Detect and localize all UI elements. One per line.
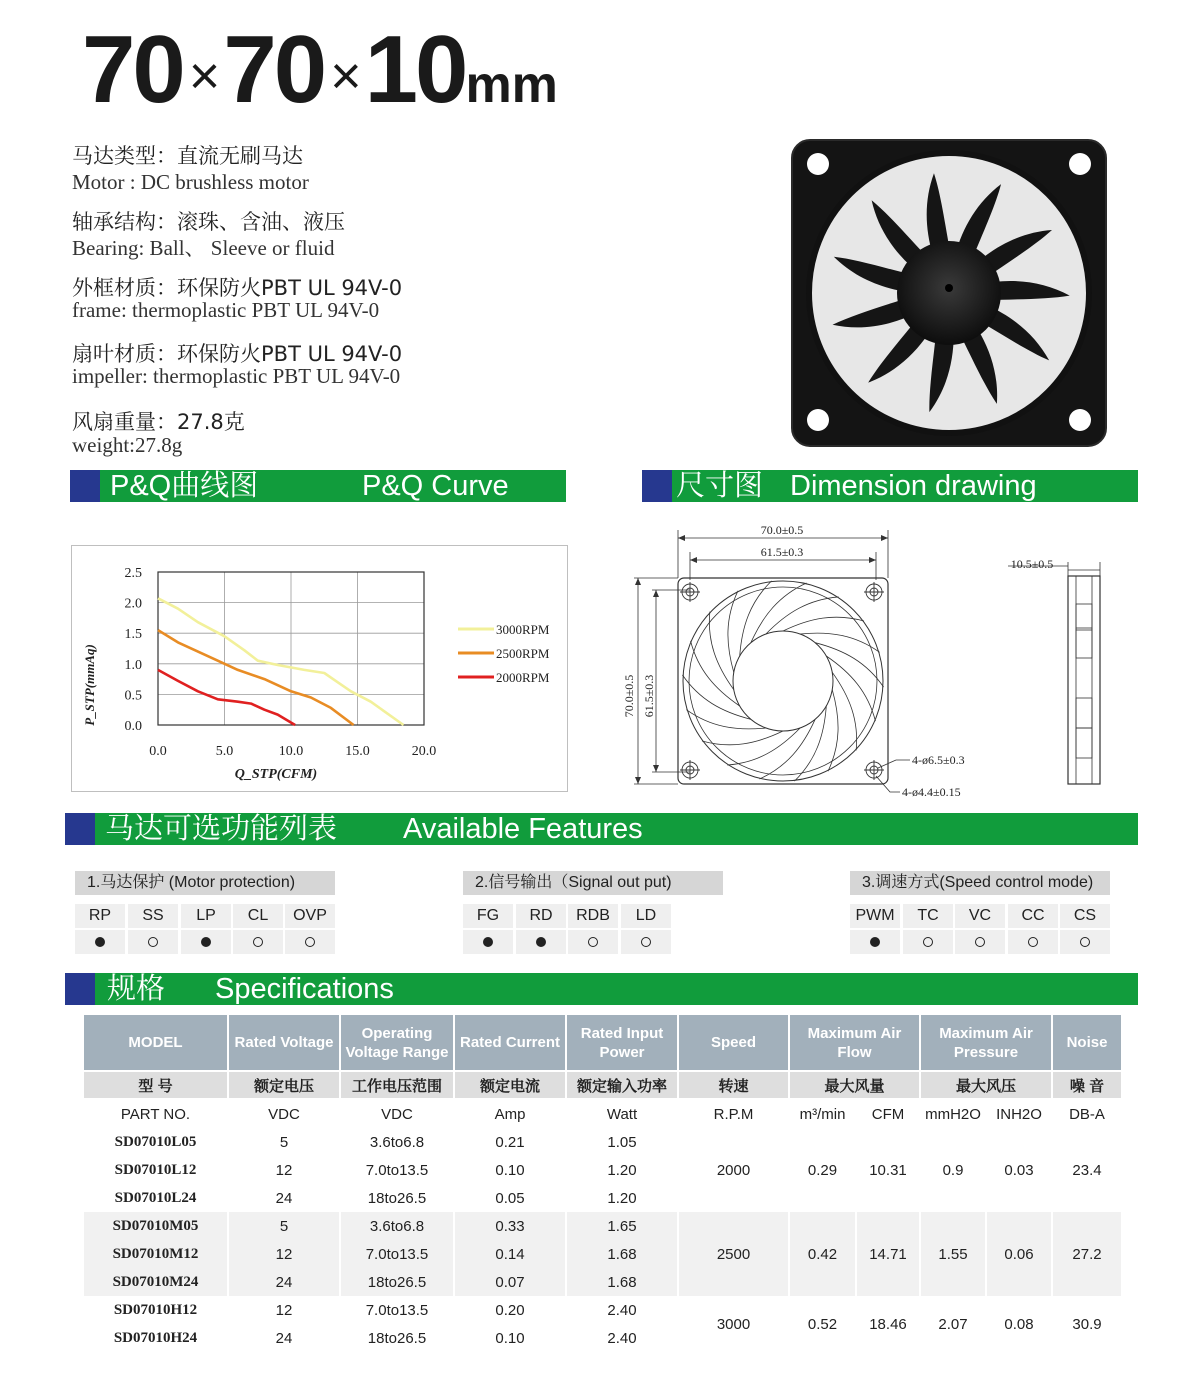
indicator-dot-icon <box>870 937 880 947</box>
noise-value: 30.9 <box>1052 1296 1122 1352</box>
feature-code: RP <box>75 904 125 928</box>
header-cell: 额定输入功率 <box>566 1071 678 1099</box>
x-tick-label: 5.0 <box>215 744 234 759</box>
section-title-cn: 规格 <box>107 973 166 1005</box>
pressure-mmh2o: 2.07 <box>920 1296 986 1352</box>
feature-indicator <box>1060 930 1110 954</box>
feature-code: SS <box>128 904 178 928</box>
header-cell: Rated Voltage <box>228 1015 340 1071</box>
voltage-range: 18to26.5 <box>340 1184 454 1212</box>
indicator-dot-icon <box>641 937 651 947</box>
section-pq-curve <box>70 470 566 502</box>
voltage-range: 7.0to13.5 <box>340 1156 454 1184</box>
feature-group-title: 2.信号输出（Signal out put) <box>463 871 723 895</box>
indicator-dot-icon <box>483 937 493 947</box>
voltage-range: 7.0to13.5 <box>340 1296 454 1324</box>
rated-current: 0.10 <box>454 1324 566 1352</box>
indicator-dot-icon <box>536 937 546 947</box>
chart-x-ticks <box>149 744 436 759</box>
section-title-en: Dimension drawing <box>790 470 1037 502</box>
feature-indicator <box>516 930 566 954</box>
header-cell: Rated Input Power <box>566 1015 678 1071</box>
feature-code: OVP <box>285 904 335 928</box>
chart-grid <box>158 572 424 725</box>
y-tick-label: 0.0 <box>124 719 142 734</box>
section-marker <box>642 470 672 502</box>
dim-a: 70 <box>82 16 183 123</box>
feature-code: FG <box>463 904 513 928</box>
voltage-range: 3.6to6.8 <box>340 1212 454 1240</box>
rated-current: 0.21 <box>454 1128 566 1156</box>
feature-indicator <box>181 930 231 954</box>
chart-y-ticks <box>125 566 143 734</box>
voltage-range: 3.6to6.8 <box>340 1128 454 1156</box>
part-number: SD07010L12 <box>84 1156 228 1184</box>
table-header-units <box>84 1099 1122 1128</box>
unit-cell: INH2O <box>986 1099 1052 1128</box>
header-cell: 最大风量 <box>789 1071 920 1099</box>
spec-frame-cn: 外框材质：环保防火PBT UL 94V-0 <box>72 276 403 300</box>
x-tick-label: 15.0 <box>345 744 370 759</box>
dim-outer-width: 70.0±0.5 <box>760 523 804 537</box>
pressure-inh2o: 0.03 <box>986 1128 1052 1212</box>
y-tick-label: 0.5 <box>124 688 142 704</box>
section-specifications <box>65 973 1138 1005</box>
header-cell: 额定电压 <box>228 1071 340 1099</box>
section-title-cn: 尺寸图 <box>676 470 764 502</box>
noise-value: 27.2 <box>1052 1212 1122 1296</box>
unit-cell: m³/min <box>789 1099 856 1128</box>
unit-cell: VDC <box>340 1099 454 1128</box>
indicator-dot-icon <box>975 937 985 947</box>
feature-code: CL <box>233 904 283 928</box>
dim-c: 10 <box>364 16 466 123</box>
dim-unit: mm <box>465 56 558 114</box>
chart-x-label: Q_STP(CFM) <box>234 767 318 782</box>
pq-chart <box>71 545 568 792</box>
feature-group-title: 3.调速方式(Speed control mode) <box>850 871 1110 895</box>
x-tick-label: 10.0 <box>278 744 304 759</box>
rated-power: 1.68 <box>566 1240 678 1268</box>
rated-current: 0.10 <box>454 1156 566 1184</box>
rated-current: 0.05 <box>454 1184 566 1212</box>
fan-photo-image <box>790 138 1108 448</box>
part-number: SD07010L24 <box>84 1184 228 1212</box>
section-marker <box>65 813 95 845</box>
rated-power: 1.05 <box>566 1128 678 1156</box>
rated-current: 0.20 <box>454 1296 566 1324</box>
speed-value: 3000 <box>678 1296 789 1352</box>
feature-indicator <box>1008 930 1058 954</box>
rated-current: 0.14 <box>454 1240 566 1268</box>
part-number: SD07010M05 <box>84 1212 228 1240</box>
indicator-dot-icon <box>588 937 598 947</box>
airflow-m3: 0.52 <box>789 1296 856 1352</box>
spec-bearing-cn: 轴承结构：滚珠、含油、液压 <box>72 210 345 234</box>
header-cell: 最大风压 <box>920 1071 1052 1099</box>
rated-voltage: 24 <box>228 1268 340 1296</box>
rated-current: 0.07 <box>454 1268 566 1296</box>
rated-current: 0.33 <box>454 1212 566 1240</box>
part-number: SD07010H24 <box>84 1324 228 1352</box>
indicator-dot-icon <box>1080 937 1090 947</box>
legend-label: 2500RPM <box>496 646 550 661</box>
section-title-en: P&Q Curve <box>362 470 509 502</box>
header-cell: Rated Current <box>454 1015 566 1071</box>
feature-indicator <box>621 930 671 954</box>
indicator-dot-icon <box>1028 937 1038 947</box>
feature-indicator <box>903 930 953 954</box>
spec-frame-en: frame: thermoplastic PBT UL 94V-0 <box>72 298 380 322</box>
dim-thickness: 10.5±0.5 <box>1010 557 1054 571</box>
pressure-mmh2o: 1.55 <box>920 1212 986 1296</box>
section-dimension-drawing <box>642 470 1138 502</box>
indicator-dot-icon <box>95 937 105 947</box>
feature-indicator <box>463 930 513 954</box>
feature-group-title: 1.马达保护 (Motor protection) <box>75 871 335 895</box>
rated-power: 1.68 <box>566 1268 678 1296</box>
dim-b: 70 <box>223 16 325 123</box>
feature-code: TC <box>903 904 953 928</box>
unit-cell: Amp <box>454 1099 566 1128</box>
pressure-mmh2o: 0.9 <box>920 1128 986 1212</box>
rated-voltage: 12 <box>228 1296 340 1324</box>
series-line <box>158 598 404 725</box>
feature-code: CC <box>1008 904 1058 928</box>
header-cell: Speed <box>678 1015 789 1071</box>
dim-inner-height: 61.5±0.3 <box>642 674 656 718</box>
chart-series <box>158 598 404 725</box>
spec-impeller-en: impeller: thermoplastic PBT UL 94V-0 <box>72 364 401 388</box>
y-tick-label: 2.0 <box>124 596 142 612</box>
feature-code: VC <box>955 904 1005 928</box>
legend-label: 2000RPM <box>496 670 550 685</box>
section-marker <box>70 470 100 502</box>
spec-motor-cn: 马达类型：直流无刷马达 <box>72 144 303 168</box>
rated-power: 1.20 <box>566 1156 678 1184</box>
unit-cell: mmH2O <box>920 1099 986 1128</box>
section-title-en: Available Features <box>403 813 643 845</box>
feature-indicator <box>285 930 335 954</box>
spec-bearing-en: Bearing: Ball、 Sleeve or fluid <box>72 236 335 260</box>
voltage-range: 18to26.5 <box>340 1268 454 1296</box>
rated-power: 1.65 <box>566 1212 678 1240</box>
dim-inner-width: 61.5±0.3 <box>760 545 804 559</box>
rated-voltage: 5 <box>228 1128 340 1156</box>
rated-power: 1.20 <box>566 1184 678 1212</box>
x-tick-label: 0.0 <box>149 744 167 759</box>
rated-voltage: 24 <box>228 1184 340 1212</box>
feature-indicator <box>955 930 1005 954</box>
header-cell: Maximum Air Flow <box>789 1015 920 1071</box>
unit-cell: PART NO. <box>84 1099 228 1128</box>
y-tick-label: 2.5 <box>124 566 142 581</box>
table-row <box>84 1296 1122 1324</box>
header-cell: 转速 <box>678 1071 789 1099</box>
header-cell: 额定电流 <box>454 1071 566 1099</box>
rated-voltage: 5 <box>228 1212 340 1240</box>
feature-code: RDB <box>568 904 618 928</box>
airflow-cfm: 18.46 <box>856 1296 920 1352</box>
feature-indicator <box>233 930 283 954</box>
voltage-range: 18to26.5 <box>340 1324 454 1352</box>
header-cell: 工作电压范围 <box>340 1071 454 1099</box>
part-number: SD07010L05 <box>84 1128 228 1156</box>
feature-code: RD <box>516 904 566 928</box>
dimension-drawing <box>620 518 1120 808</box>
rated-voltage: 12 <box>228 1240 340 1268</box>
feature-indicator <box>75 930 125 954</box>
series-line <box>158 670 295 725</box>
pressure-inh2o: 0.08 <box>986 1296 1052 1352</box>
feature-code: PWM <box>850 904 900 928</box>
airflow-m3: 0.29 <box>789 1128 856 1212</box>
rated-power: 2.40 <box>566 1324 678 1352</box>
part-number: SD07010M24 <box>84 1268 228 1296</box>
spec-motor-en: Motor : DC brushless motor <box>72 170 309 194</box>
dim-hole-b: 4-ø4.4±0.15 <box>902 785 961 799</box>
table-header-en <box>84 1015 1122 1071</box>
unit-cell: DB-A <box>1052 1099 1122 1128</box>
header-cell: Noise <box>1052 1015 1122 1071</box>
unit-cell: CFM <box>856 1099 920 1128</box>
section-title-cn: P&Q曲线图 <box>110 470 259 502</box>
legend-label: 3000RPM <box>496 622 550 637</box>
y-tick-label: 1.5 <box>124 627 142 643</box>
feature-indicator <box>128 930 178 954</box>
noise-value: 23.4 <box>1052 1128 1122 1212</box>
specifications-table <box>84 1015 1123 1352</box>
header-cell: Operating Voltage Range <box>340 1015 454 1071</box>
section-title-cn: 马达可选功能列表 <box>105 813 338 845</box>
airflow-m3: 0.42 <box>789 1212 856 1296</box>
speed-value: 2000 <box>678 1128 789 1212</box>
speed-value: 2500 <box>678 1212 789 1296</box>
dim-hole-a: 4-ø6.5±0.3 <box>912 753 965 767</box>
section-available-features <box>65 813 1138 845</box>
header-cell: 噪 音 <box>1052 1071 1122 1099</box>
header-cell: Maximum Air Pressure <box>920 1015 1052 1071</box>
times-sign: × <box>330 46 359 106</box>
rated-power: 2.40 <box>566 1296 678 1324</box>
header-cell: 型 号 <box>84 1071 228 1099</box>
section-marker <box>65 973 95 1005</box>
unit-cell: VDC <box>228 1099 340 1128</box>
y-tick-label: 1.0 <box>124 657 142 673</box>
rated-voltage: 24 <box>228 1324 340 1352</box>
part-number: SD07010H12 <box>84 1296 228 1324</box>
indicator-dot-icon <box>305 937 315 947</box>
chart-y-label: P_STP(mmAq) <box>82 644 97 726</box>
spec-weight-en: weight:27.8g <box>72 433 183 457</box>
dim-outer-height: 70.0±0.5 <box>622 674 636 718</box>
indicator-dot-icon <box>253 937 263 947</box>
indicator-dot-icon <box>148 937 158 947</box>
page-title <box>82 16 558 123</box>
pressure-inh2o: 0.06 <box>986 1212 1052 1296</box>
series-line <box>158 630 354 725</box>
feature-indicator <box>850 930 900 954</box>
rated-voltage: 12 <box>228 1156 340 1184</box>
table-row <box>84 1128 1122 1156</box>
table-row <box>84 1212 1122 1240</box>
section-title-en: Specifications <box>215 973 394 1005</box>
unit-cell: Watt <box>566 1099 678 1128</box>
feature-indicator <box>568 930 618 954</box>
spec-weight-cn: 风扇重量：27.8克 <box>72 410 245 434</box>
times-sign: × <box>188 46 218 106</box>
feature-code: LP <box>181 904 231 928</box>
chart-legend <box>458 622 550 685</box>
x-tick-label: 20.0 <box>411 744 437 759</box>
indicator-dot-icon <box>201 937 211 947</box>
indicator-dot-icon <box>923 937 933 947</box>
part-number: SD07010M12 <box>84 1240 228 1268</box>
feature-code: CS <box>1060 904 1110 928</box>
feature-code: LD <box>621 904 671 928</box>
header-cell: MODEL <box>84 1015 228 1071</box>
unit-cell: R.P.M <box>678 1099 789 1128</box>
airflow-cfm: 10.31 <box>856 1128 920 1212</box>
table-header-cn <box>84 1071 1122 1099</box>
spec-impeller-cn: 扇叶材质：环保防火PBT UL 94V-0 <box>72 342 403 366</box>
airflow-cfm: 14.71 <box>856 1212 920 1296</box>
voltage-range: 7.0to13.5 <box>340 1240 454 1268</box>
